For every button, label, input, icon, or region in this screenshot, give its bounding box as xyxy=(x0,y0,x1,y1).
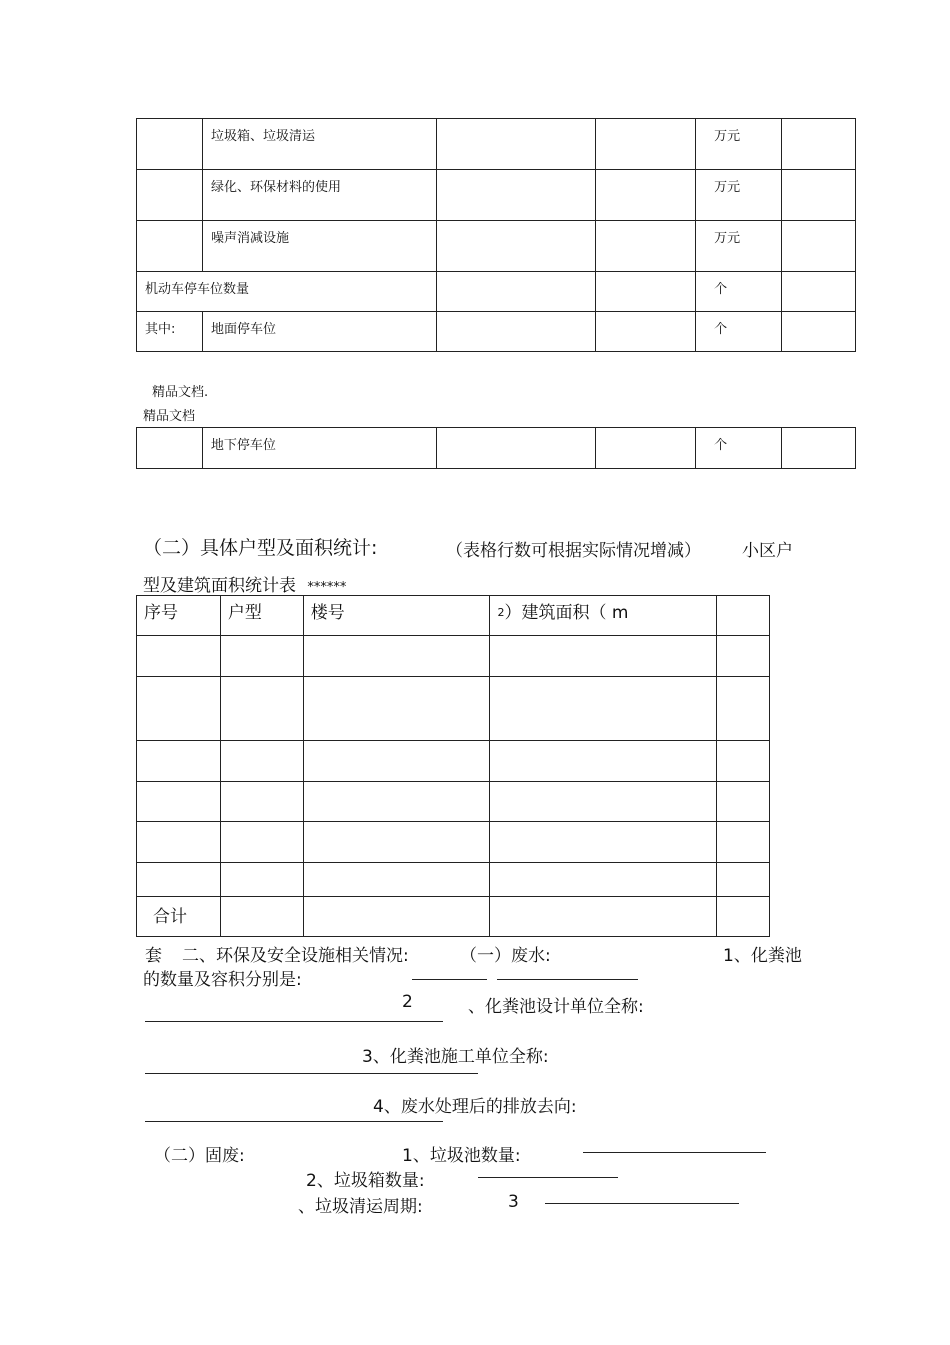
header-index: 序号 xyxy=(144,603,178,623)
q3-label: 3、化粪池施工单位全称: xyxy=(362,1047,549,1067)
section-note: （表格行数可根据实际情况增减） xyxy=(446,541,701,561)
item-label: 地面停车位 xyxy=(210,322,276,337)
table-row xyxy=(137,170,856,221)
watermark-line-2: 精品文档 xyxy=(143,409,196,424)
tao-char: 套 xyxy=(145,946,162,966)
unit-label: 个 xyxy=(714,438,728,453)
table-title-text: 型及建筑面积统计表 xyxy=(143,576,296,596)
area-table xyxy=(136,595,770,937)
table-row xyxy=(137,822,770,863)
item-label: 绿化、环保材料的使用 xyxy=(210,180,341,195)
s3-label: 、垃圾清运周期: xyxy=(298,1197,423,1217)
facilities-table xyxy=(136,118,856,352)
table-row xyxy=(137,741,770,782)
table-row xyxy=(137,221,856,272)
q1-blank-2[interactable] xyxy=(497,979,638,980)
unit-label: 个 xyxy=(714,322,728,337)
s3-number: 3 xyxy=(508,1192,519,1212)
unit-label: 个 xyxy=(714,282,728,297)
header-building-no: 楼号 xyxy=(310,603,345,623)
unit-label: 万元 xyxy=(714,231,741,246)
section-heading: （二）具体户型及面积统计: xyxy=(143,537,378,559)
s1-blank[interactable] xyxy=(583,1152,766,1153)
unit-label: 万元 xyxy=(714,180,741,195)
wastewater-heading: （一）废水: xyxy=(460,946,551,966)
q1-blank-1[interactable] xyxy=(412,979,487,980)
q2-blank[interactable] xyxy=(145,1021,443,1022)
item-label: 地下停车位 xyxy=(210,438,276,453)
s2-blank[interactable] xyxy=(478,1177,618,1178)
table-row xyxy=(137,782,770,822)
item-label: 垃圾箱、垃圾清运 xyxy=(210,129,315,144)
q1-number: 1、化粪池 xyxy=(723,946,802,966)
solid-waste-heading: （二）固废: xyxy=(154,1146,245,1166)
header-unit-type: 户型 xyxy=(227,603,262,623)
header-floor-area xyxy=(490,596,716,625)
table-row xyxy=(137,636,770,677)
q2-label: 、化粪池设计单位全称: xyxy=(468,997,644,1017)
table-title-part-2 xyxy=(143,571,346,596)
table-title-part-1: 小区户 xyxy=(742,541,793,561)
s3-blank[interactable] xyxy=(545,1203,739,1204)
total-label: 合计 xyxy=(153,907,187,927)
parking-count-label: 机动车停车位数量 xyxy=(145,282,250,297)
header-extra xyxy=(717,596,769,600)
table-row xyxy=(137,272,856,312)
table-header-row xyxy=(137,596,770,636)
table-row xyxy=(137,312,856,352)
q2-number: 2 xyxy=(402,992,413,1012)
of-which-label: 其中: xyxy=(145,322,176,337)
area-header-text: ）建筑面积（ m xyxy=(504,603,629,623)
q4-label: 4、废水处理后的排放去向: xyxy=(373,1097,577,1117)
table-row xyxy=(137,428,856,469)
s1-label: 1、垃圾池数量: xyxy=(402,1146,521,1166)
table-row xyxy=(137,863,770,897)
env-heading: 二、环保及安全设施相关情况: xyxy=(182,946,409,966)
unit-label: 万元 xyxy=(714,129,741,144)
q4-blank[interactable] xyxy=(145,1121,443,1122)
area-superscript: 2 xyxy=(497,606,505,619)
table-title-stars: ****** xyxy=(307,580,347,595)
item-label: 噪声消减设施 xyxy=(210,231,289,246)
q3-blank[interactable] xyxy=(145,1073,478,1074)
table-total-row xyxy=(137,897,770,937)
table-row xyxy=(137,119,856,170)
table-row xyxy=(137,677,770,741)
watermark-line-1: 精品文档. xyxy=(152,385,209,400)
s2-label: 2、垃圾箱数量: xyxy=(306,1171,425,1191)
q1-label: 的数量及容积分别是: xyxy=(143,970,302,990)
underground-parking-table xyxy=(136,427,856,469)
